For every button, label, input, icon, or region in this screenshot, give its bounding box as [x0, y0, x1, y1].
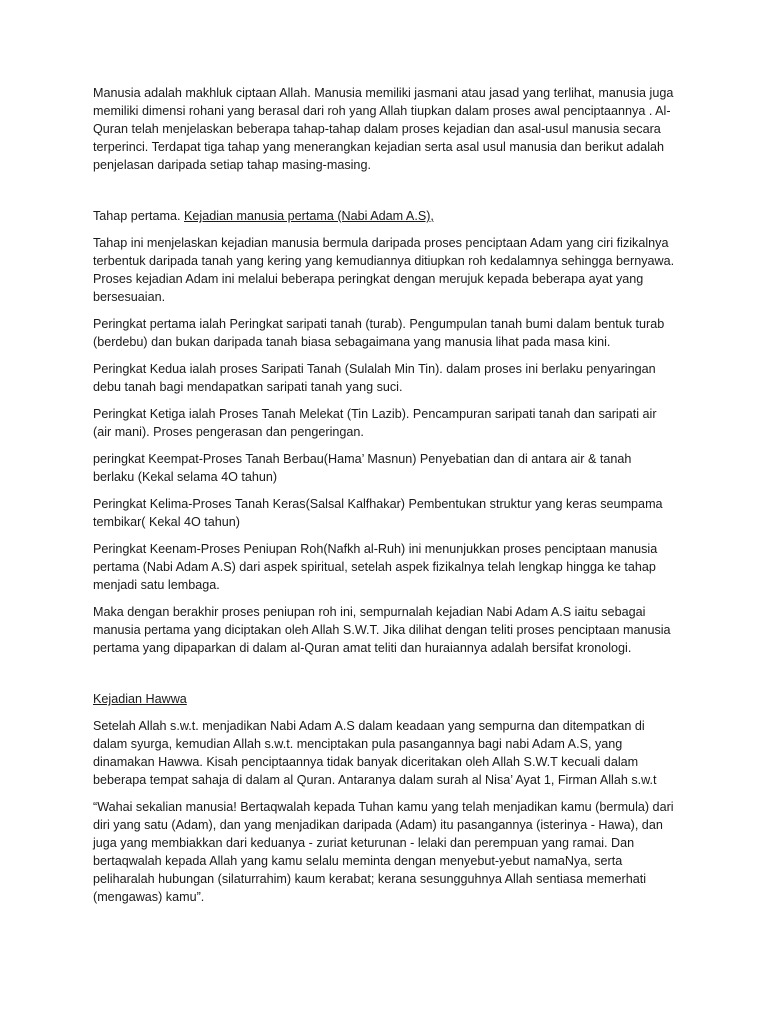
section-2-heading: [93, 690, 676, 708]
section-1-prefix: Tahap pertama.: [93, 209, 185, 223]
spacer: [93, 666, 676, 690]
section-2-title: Kejadian Hawwa: [93, 692, 187, 706]
section-1-title: Kejadian manusia pertama (Nabi Adam A.S),: [184, 209, 434, 223]
section-1-paragraph: Peringkat pertama ialah Peringkat saripati tanah (turab). Pengumpulan tanah bumi dalam bentuk turab (berdebu) dan bukan daripada tanah biasa sebagaimana yang manusia lihat pada masa kini.: [93, 317, 665, 349]
section-1-heading: [93, 207, 676, 225]
section-1-paragraph: Peringkat Kelima-Proses Tanah Keras(Salsal Kalfhakar) Pembentukan struktur yang keras seumpama tembikar( Kekal 4O tahun): [93, 497, 663, 529]
section-1-paragraph: Maka dengan berakhir proses peniupan roh ini, sempurnalah kejadian Nabi Adam A.S iaitu sebagai manusia pertama yang diciptakan oleh Allah S.W.T. Jika dilihat dengan teliti proses penciptaan manusia pertama yang dipaparkan di dalam al-Quran amat teliti dan huraiannya adalah bersifat kronologi.: [93, 605, 671, 655]
section-1-paragraph: Peringkat Keenam-Proses Peniupan Roh(Nafkh al-Ruh) ini menunjukkan proses penciptaan manusia pertama (Nabi Adam A.S) dari aspek spiritual, setelah aspek fizikalnya telah lengkap hingga ke tahap menjadi satu lembaga.: [93, 542, 658, 592]
intro-paragraph: Manusia adalah makhluk ciptaan Allah. Manusia memiliki jasmani atau jasad yang terlihat, manusia juga memiliki dimensi rohani yang berasal dari roh yang Allah tiupkan dalam proses awal penciptaannya . Al-Quran telah menjelaskan beberapa tahap-tahap dalam proses kejadian dan asal-usul manusia secara terperinci. Terdapat tiga tahap yang menerangkan kejadian serta asal usul manusia dan berikut adalah penjelasan daripada setiap tahap masing-masing.: [93, 86, 674, 172]
section-1-paragraph: Tahap ini menjelaskan kejadian manusia bermula daripada proses penciptaan Adam yang ciri fizikalnya terbentuk daripada tanah yang kering yang kemudiannya ditiupkan roh kedalamnya sehingga bernyawa. Proses kejadian Adam ini melalui beberapa peringkat dengan merujuk kepada beberapa ayat yang bersesuaian.: [93, 236, 675, 304]
section-2-paragraph: Setelah Allah s.w.t. menjadikan Nabi Adam A.S dalam keadaan yang sempurna dan ditempatkan di dalam syurga, kemudian Allah s.w.t. menciptakan pula pasangannya bagi nabi Adam A.S, yang dinamakan Hawwa. Kisah penciptaannya tidak banyak diceritakan oleh Allah S.W.T kecuali dalam beberapa tempat sahaja di dalam al Quran. Antaranya dalam surah al Nisa’ Ayat 1, Firman Allah s.w.t: [93, 719, 657, 787]
section-1-paragraph: peringkat Keempat-Proses Tanah Berbau(Hama’ Masnun) Penyebatian dan di antara air & tanah berlaku (Kekal selama 4O tahun): [93, 452, 632, 484]
section-1-paragraph: Peringkat Kedua ialah proses Saripati Tanah (Sulalah Min Tin). dalam proses ini berlaku penyaringan debu tanah bagi mendapatkan saripati tanah yang suci.: [93, 362, 656, 394]
section-1-paragraph: Peringkat Ketiga ialah Proses Tanah Melekat (Tin Lazib). Pencampuran saripati tanah dan saripati air (air mani). Proses pengerasan dan pengeringan.: [93, 407, 657, 439]
section-2-quote: “Wahai sekalian manusia! Bertaqwalah kepada Tuhan kamu yang telah menjadikan kamu (bermula) dari diri yang satu (Adam), dan yang menjadikan daripada (Adam) itu pasangannya (isterinya - Hawa), dan juga yang membiakkan dari keduanya - zuriat keturunan - lelaki dan perempuan yang ramai. Dan bertaqwalah kepada Allah yang kamu selalu meminta dengan menyebut-yebut namaNya, serta peliharalah hubungan (silaturrahim) kaum kerabat; kerana sesungguhnya Allah sentiasa memerhati (mengawas) kamu”.: [93, 800, 674, 904]
spacer: [93, 183, 676, 207]
